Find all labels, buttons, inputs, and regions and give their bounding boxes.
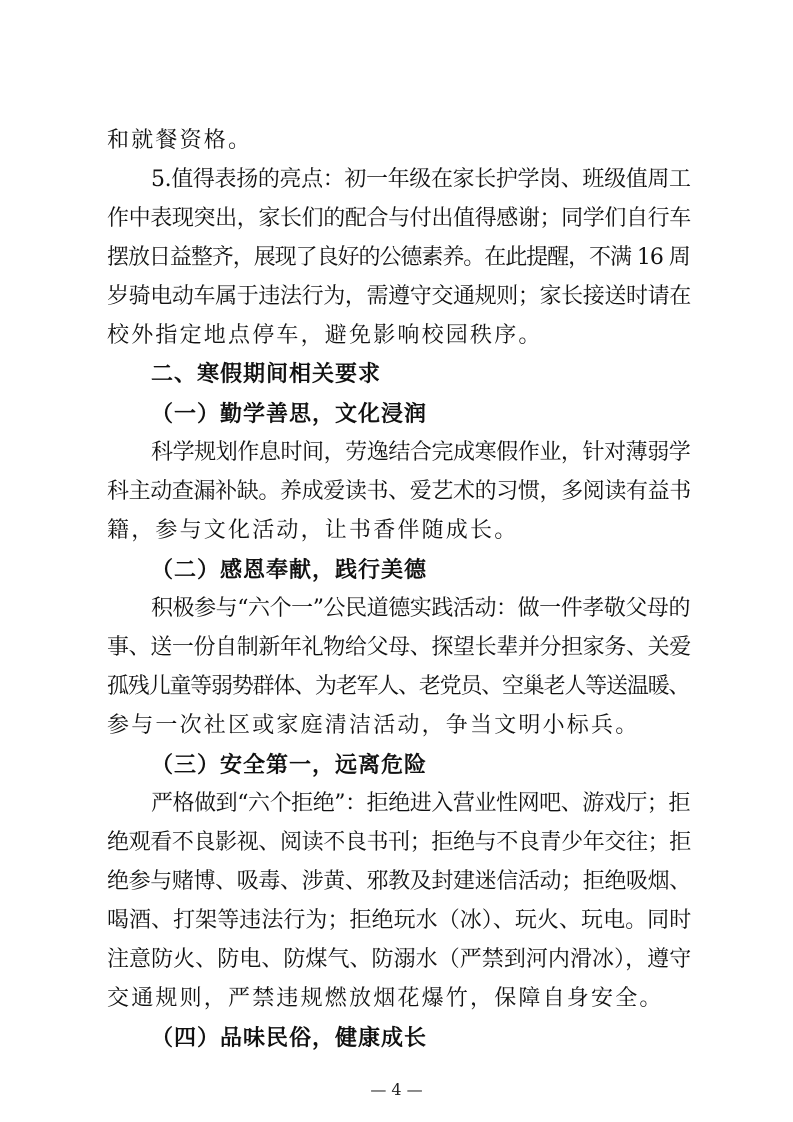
subsection-heading: （三）安全第一，远离危险 — [151, 752, 428, 778]
paragraph-line: 注意防火、防电、防煤气、防溺水（严禁到河内滑冰），遵守 — [107, 947, 692, 972]
subsection-heading: （二）感恩奉献，践行美德 — [151, 557, 428, 583]
paragraph-line: 孤残儿童等弱势群体、为老军人、老党员、空巢老人等送温暖、 — [107, 674, 690, 699]
subsection-heading: （四）品味民俗，健康成长 — [151, 1025, 428, 1051]
paragraph-line: 绝观看不良影视、阅读不良书刊；拒绝与不良青少年交往；拒 — [107, 830, 691, 855]
section-heading: 二、寒假期间相关要求 — [151, 362, 382, 387]
paragraph-line: 摆放日益整齐，展现了良好的公德素养。在此提醒，不满 16 周 — [107, 245, 690, 270]
paragraph-line: 事、送一份自制新年礼物给父母、探望长辈并分担家务、关爱 — [107, 635, 691, 660]
paragraph-line: 严格做到“六个拒绝”：拒绝进入营业性网吧、游戏厅；拒 — [151, 791, 691, 816]
paragraph-line: 科主动查漏补缺。养成爱读书、爱艺术的习惯，多阅读有益书 — [107, 479, 691, 504]
paragraph-line: 校外指定地点停车，避免影响校园秩序。 — [107, 323, 543, 348]
paragraph-line: 绝参与赌博、吸毒、涉黄、邪教及封建迷信活动；拒绝吸烟、 — [107, 869, 691, 894]
page-number: — 4 — — [370, 1080, 423, 1099]
paragraph-line: 交通规则，严禁违规燃放烟花爆竹，保障自身安全。 — [107, 986, 664, 1011]
paragraph-line: 喝酒、打架等违法行为；拒绝玩水（冰）、玩火、玩电。同时 — [107, 908, 692, 933]
paragraph-line: 籍，参与文化活动，让书香伴随成长。 — [107, 518, 519, 543]
subsection-heading: （一）勤学善思，文化浸润 — [151, 401, 428, 427]
paragraph-line: 5.值得表扬的亮点：初一年级在家长护学岗、班级值周工 — [151, 167, 691, 192]
paragraph-line: 参与一次社区或家庭清洁活动，争当文明小标兵。 — [107, 713, 640, 738]
paragraph-line: 作中表现突出，家长们的配合与付出值得感谢；同学们自行车 — [107, 206, 691, 231]
paragraph-line: 岁骑电动车属于违法行为，需遵守交通规则；家长接送时请在 — [107, 284, 691, 309]
paragraph-line: 积极参与“六个一”公民道德实践活动：做一件孝敬父母的 — [151, 596, 691, 621]
paragraph-line: 科学规划作息时间，劳逸结合完成寒假作业，针对薄弱学 — [151, 440, 691, 465]
paragraph-line: 和就餐资格。 — [107, 128, 253, 153]
